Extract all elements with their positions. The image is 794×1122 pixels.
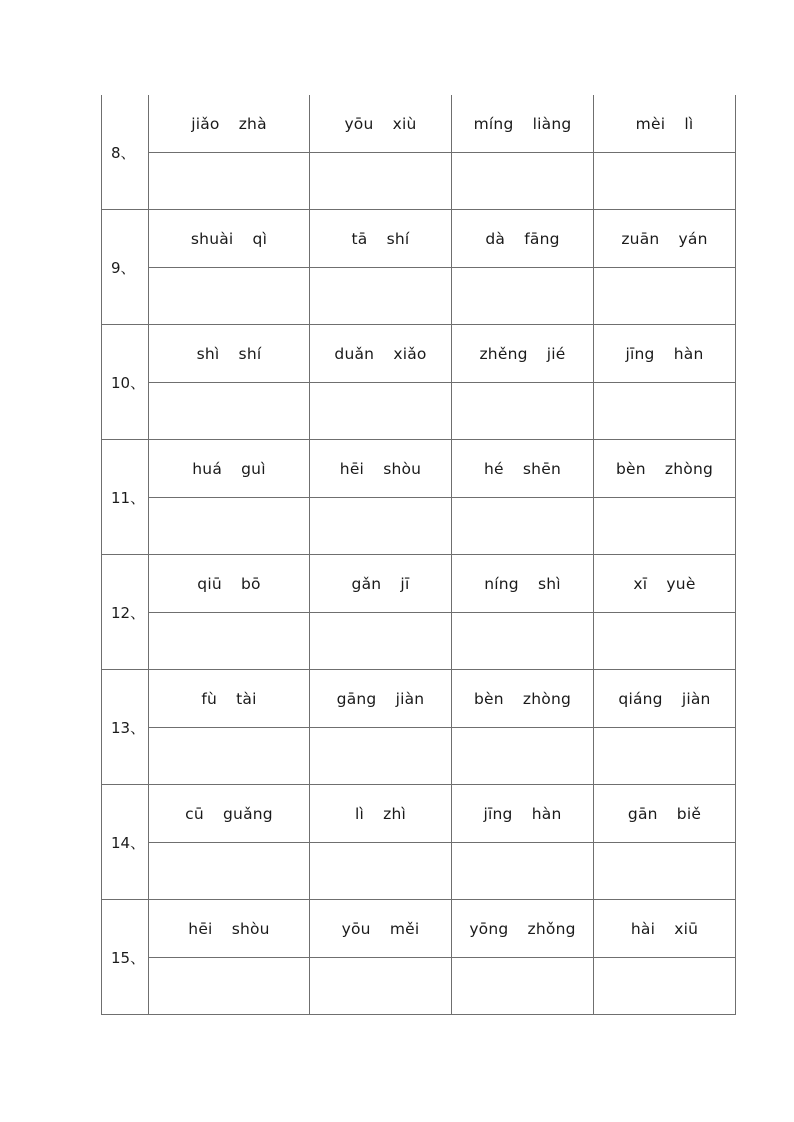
pinyin-cell: yōng zhǒng — [452, 900, 594, 958]
answer-cell[interactable] — [594, 153, 736, 210]
pinyin-cell: mèi lì — [594, 95, 736, 153]
pinyin-cell: jīng hàn — [452, 785, 594, 843]
answer-row — [102, 268, 736, 325]
row-number: 12、 — [102, 555, 149, 670]
pinyin-cell: lì zhì — [310, 785, 452, 843]
pinyin-cell: zhěng jié — [452, 325, 594, 383]
answer-cell[interactable] — [149, 268, 310, 325]
answer-row — [102, 153, 736, 210]
pinyin-worksheet-table — [101, 95, 736, 1015]
answer-cell[interactable] — [594, 613, 736, 670]
answer-row — [102, 613, 736, 670]
answer-row — [102, 958, 736, 1015]
answer-cell[interactable] — [594, 498, 736, 555]
pinyin-cell: huá guì — [149, 440, 310, 498]
answer-cell[interactable] — [310, 153, 452, 210]
pinyin-cell: qiáng jiàn — [594, 670, 736, 728]
answer-cell[interactable] — [594, 958, 736, 1015]
pinyin-cell: yōu měi — [310, 900, 452, 958]
answer-cell[interactable] — [149, 958, 310, 1015]
answer-cell[interactable] — [310, 843, 452, 900]
pinyin-cell: míng liàng — [452, 95, 594, 153]
pinyin-cell: hēi shòu — [310, 440, 452, 498]
answer-cell[interactable] — [452, 958, 594, 1015]
answer-cell[interactable] — [310, 268, 452, 325]
pinyin-cell: zuān yán — [594, 210, 736, 268]
answer-cell[interactable] — [310, 383, 452, 440]
answer-cell[interactable] — [149, 498, 310, 555]
answer-cell[interactable] — [310, 613, 452, 670]
answer-cell[interactable] — [149, 613, 310, 670]
pinyin-cell: gǎn jī — [310, 555, 452, 613]
row-number: 10、 — [102, 325, 149, 440]
answer-cell[interactable] — [594, 383, 736, 440]
pinyin-cell: yōu xiù — [310, 95, 452, 153]
answer-cell[interactable] — [594, 843, 736, 900]
answer-cell[interactable] — [452, 843, 594, 900]
pinyin-cell: cū guǎng — [149, 785, 310, 843]
row-number: 9、 — [102, 210, 149, 325]
answer-cell[interactable] — [149, 843, 310, 900]
pinyin-cell: shì shí — [149, 325, 310, 383]
answer-cell[interactable] — [452, 613, 594, 670]
answer-cell[interactable] — [594, 268, 736, 325]
answer-cell[interactable] — [310, 958, 452, 1015]
pinyin-cell: jiǎo zhà — [149, 95, 310, 153]
pinyin-row — [102, 785, 736, 843]
answer-cell[interactable] — [452, 383, 594, 440]
row-number: 15、 — [102, 900, 149, 1015]
pinyin-cell: duǎn xiǎo — [310, 325, 452, 383]
answer-cell[interactable] — [310, 498, 452, 555]
pinyin-cell: hài xiū — [594, 900, 736, 958]
answer-cell[interactable] — [149, 728, 310, 785]
pinyin-cell: qiū bō — [149, 555, 310, 613]
pinyin-row — [102, 900, 736, 958]
row-number: 13、 — [102, 670, 149, 785]
pinyin-row — [102, 440, 736, 498]
pinyin-cell: fù tài — [149, 670, 310, 728]
pinyin-cell: hé shēn — [452, 440, 594, 498]
answer-cell[interactable] — [594, 728, 736, 785]
pinyin-cell: hēi shòu — [149, 900, 310, 958]
pinyin-cell: dà fāng — [452, 210, 594, 268]
answer-cell[interactable] — [452, 153, 594, 210]
pinyin-cell: gāng jiàn — [310, 670, 452, 728]
pinyin-cell: bèn zhòng — [594, 440, 736, 498]
row-number: 14、 — [102, 785, 149, 900]
pinyin-cell: tā shí — [310, 210, 452, 268]
pinyin-cell: jīng hàn — [594, 325, 736, 383]
answer-cell[interactable] — [452, 728, 594, 785]
pinyin-cell: níng shì — [452, 555, 594, 613]
answer-cell[interactable] — [149, 383, 310, 440]
pinyin-row — [102, 325, 736, 383]
answer-cell[interactable] — [452, 268, 594, 325]
pinyin-cell: shuài qì — [149, 210, 310, 268]
row-number: 11、 — [102, 440, 149, 555]
pinyin-row — [102, 95, 736, 153]
answer-row — [102, 728, 736, 785]
answer-row — [102, 843, 736, 900]
pinyin-cell: xī yuè — [594, 555, 736, 613]
answer-cell[interactable] — [310, 728, 452, 785]
pinyin-cell: gān biě — [594, 785, 736, 843]
row-number: 8、 — [102, 95, 149, 210]
pinyin-row — [102, 555, 736, 613]
answer-cell[interactable] — [149, 153, 310, 210]
pinyin-row — [102, 670, 736, 728]
pinyin-row — [102, 210, 736, 268]
answer-row — [102, 383, 736, 440]
pinyin-cell: bèn zhòng — [452, 670, 594, 728]
answer-row — [102, 498, 736, 555]
answer-cell[interactable] — [452, 498, 594, 555]
